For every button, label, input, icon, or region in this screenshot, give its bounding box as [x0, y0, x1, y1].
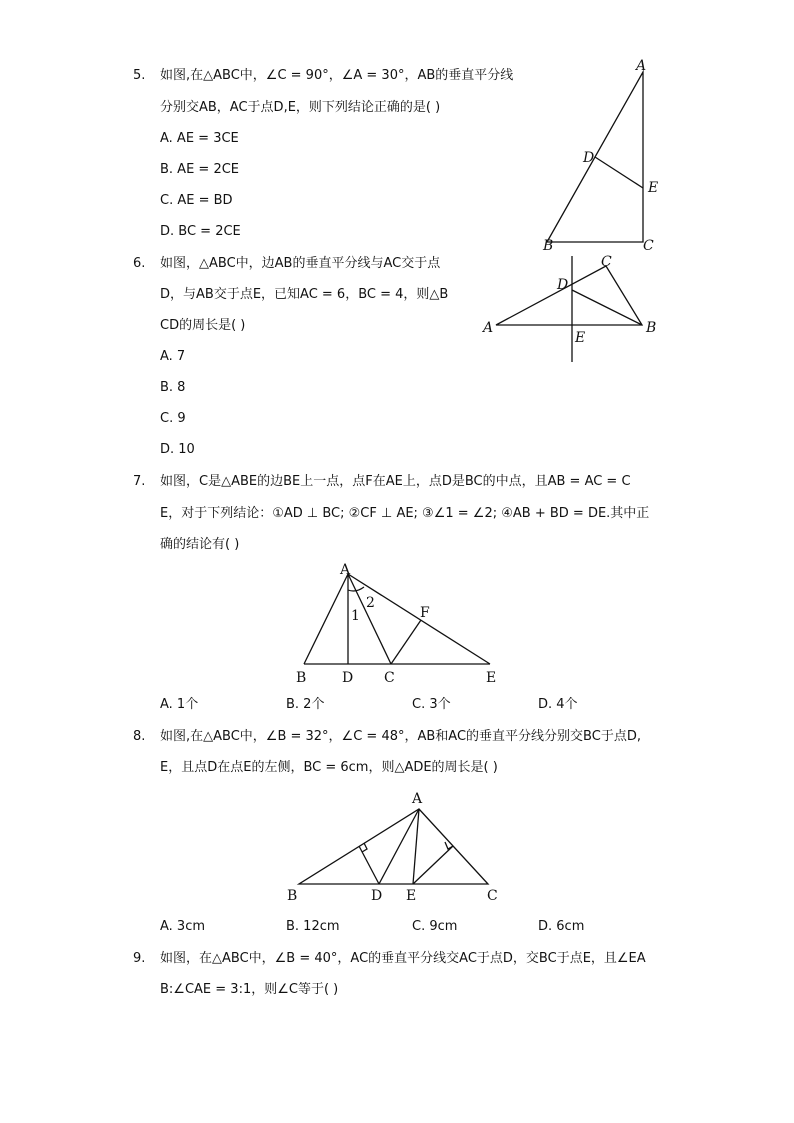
label-e: E: [575, 330, 586, 346]
option-d: D. 6cm: [538, 919, 585, 934]
label-a: A: [340, 562, 351, 578]
option-d: D. 10: [160, 442, 195, 457]
label-a: A: [412, 791, 423, 807]
option-a: A. 3cm: [160, 919, 206, 934]
angle-arc: [348, 587, 364, 591]
option-a: A. AE = 3CE: [160, 131, 239, 146]
bisector-ac: [413, 846, 453, 884]
segment-cf: [391, 620, 421, 664]
question-number: 7.: [133, 474, 146, 489]
triangle-abc: [299, 809, 488, 884]
label-d: D: [557, 277, 569, 293]
option-a: A. 7: [160, 349, 186, 364]
option-d: D. 4个: [538, 697, 578, 712]
label-angle-2: 2: [366, 595, 375, 611]
option-c: C. 9: [160, 411, 186, 426]
label-a: A: [636, 58, 647, 74]
question-text-line: 如图,在△ABC中，∠C = 90°，∠A = 30°，AB的垂直平分线: [160, 68, 514, 83]
label-c: C: [601, 254, 612, 270]
question-text-line: 如图,在△ABC中，∠B = 32°，∠C = 48°，AB和AC的垂直平分线分别交BC于点D,: [160, 729, 641, 744]
question-number: 8.: [133, 729, 146, 744]
option-c: C. 9cm: [412, 919, 458, 934]
option-b: B. 2个: [286, 697, 325, 712]
question-text-line: D，与AB交于点E，已知AC = 6，BC = 4，则△B: [160, 287, 449, 302]
question-number: 6.: [133, 256, 146, 271]
label-e: E: [648, 180, 659, 196]
question-number: 5.: [133, 68, 146, 83]
question-text-line: E，且点D在点E的左侧，BC = 6cm，则△ADE的周长是( ): [160, 760, 498, 775]
label-b: B: [543, 238, 554, 254]
label-d: D: [342, 670, 354, 686]
question-text-line: CD的周长是( ): [160, 318, 246, 333]
label-a: A: [483, 320, 494, 336]
option-d: D. BC = 2CE: [160, 224, 241, 239]
label-c: C: [643, 238, 654, 254]
question-text-line: 确的结论有( ): [160, 537, 240, 552]
segment-ab: [304, 574, 348, 664]
label-e: E: [486, 670, 497, 686]
option-a: A. 1个: [160, 697, 199, 712]
question-text-line: 分别交AB，AC于点D,E，则下列结论正确的是( ): [160, 100, 441, 115]
label-f: F: [420, 605, 430, 621]
segment-ae: [413, 809, 419, 884]
option-b: B. 8: [160, 380, 186, 395]
label-e: E: [406, 888, 417, 904]
figure-q6: [480, 252, 670, 367]
label-c: C: [384, 670, 395, 686]
question-text-line: 如图，C是△ABE的边BE上一点，点F在AE上，点D是BC的中点，且AB = AC = C: [160, 474, 631, 489]
label-b: B: [287, 888, 298, 904]
option-c: C. AE = BD: [160, 193, 233, 208]
label-d: D: [371, 888, 383, 904]
question-number: 9.: [133, 951, 146, 966]
figure-q8: [285, 785, 515, 910]
question-text-line: 如图，在△ABC中，∠B = 40°，AC的垂直平分线交AC于点D，交BC于点E，且∠EA: [160, 951, 646, 966]
option-c: C. 3个: [412, 697, 451, 712]
label-c: C: [487, 888, 498, 904]
question-text-line: B:∠CAE = 3:1，则∠C等于( ): [160, 982, 339, 997]
label-b: B: [646, 320, 657, 336]
label-b: B: [296, 670, 307, 686]
segment-ad: [379, 809, 419, 884]
question-text-line: 如图，△ABC中，边AB的垂直平分线与AC交于点: [160, 256, 441, 271]
triangle-abc: [496, 266, 642, 325]
perpendicular-bisector: [595, 157, 643, 188]
question-text-line: E，对于下列结论：①AD ⊥ BC; ②CF ⊥ AE; ③∠1 = ∠2; ④AB + BD = DE.其中正: [160, 506, 650, 521]
option-b: B. 12cm: [286, 919, 340, 934]
label-d: D: [583, 150, 595, 166]
label-angle-1: 1: [351, 608, 360, 624]
figure-q7: [290, 560, 520, 685]
option-b: B. AE = 2CE: [160, 162, 240, 177]
figure-q5: [535, 58, 675, 254]
